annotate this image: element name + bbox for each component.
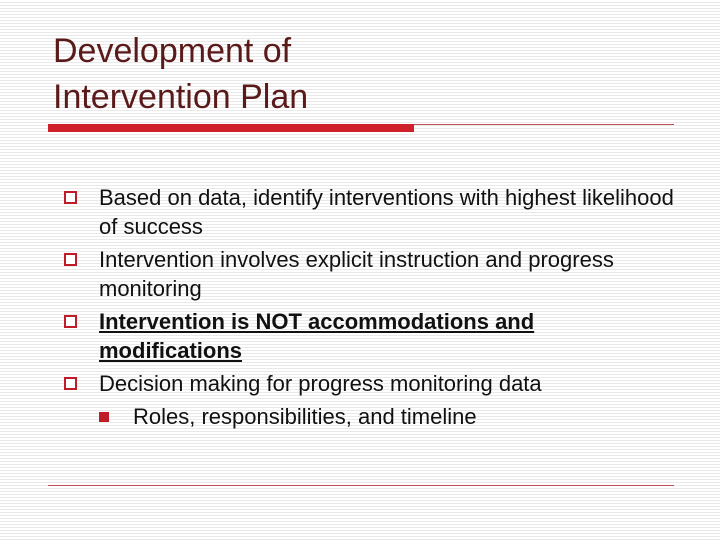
bullet-item (64, 246, 674, 303)
title-line-1: Development of (53, 32, 292, 70)
sub-bullet-item (99, 403, 674, 432)
hollow-square-icon (64, 253, 77, 266)
slide-title (53, 28, 308, 120)
bullet-text-emphasis: Intervention is NOT accommodations and modifications (99, 309, 535, 363)
bullet-list (64, 184, 674, 436)
hollow-square-icon (64, 315, 77, 328)
footer-divider (48, 485, 674, 486)
hollow-square-icon (64, 377, 77, 390)
title-underline-thick (48, 124, 414, 132)
title-underline-thin (414, 124, 674, 125)
bullet-text: Intervention involves explicit instruction and progress monitoring (99, 247, 614, 301)
filled-square-icon (99, 412, 109, 422)
sub-bullet-text: Roles, responsibilities, and timeline (133, 403, 477, 429)
hollow-square-icon (64, 191, 77, 204)
bullet-item (64, 370, 674, 431)
title-line-2: Intervention Plan (53, 78, 309, 116)
bullet-text: Decision making for progress monitoring data (99, 371, 542, 396)
sub-bullet-list (99, 403, 674, 432)
bullet-item (64, 184, 674, 241)
bullet-text: Based on data, identify interventions with highest likelihood of success (99, 185, 674, 239)
bullet-item (64, 308, 674, 365)
